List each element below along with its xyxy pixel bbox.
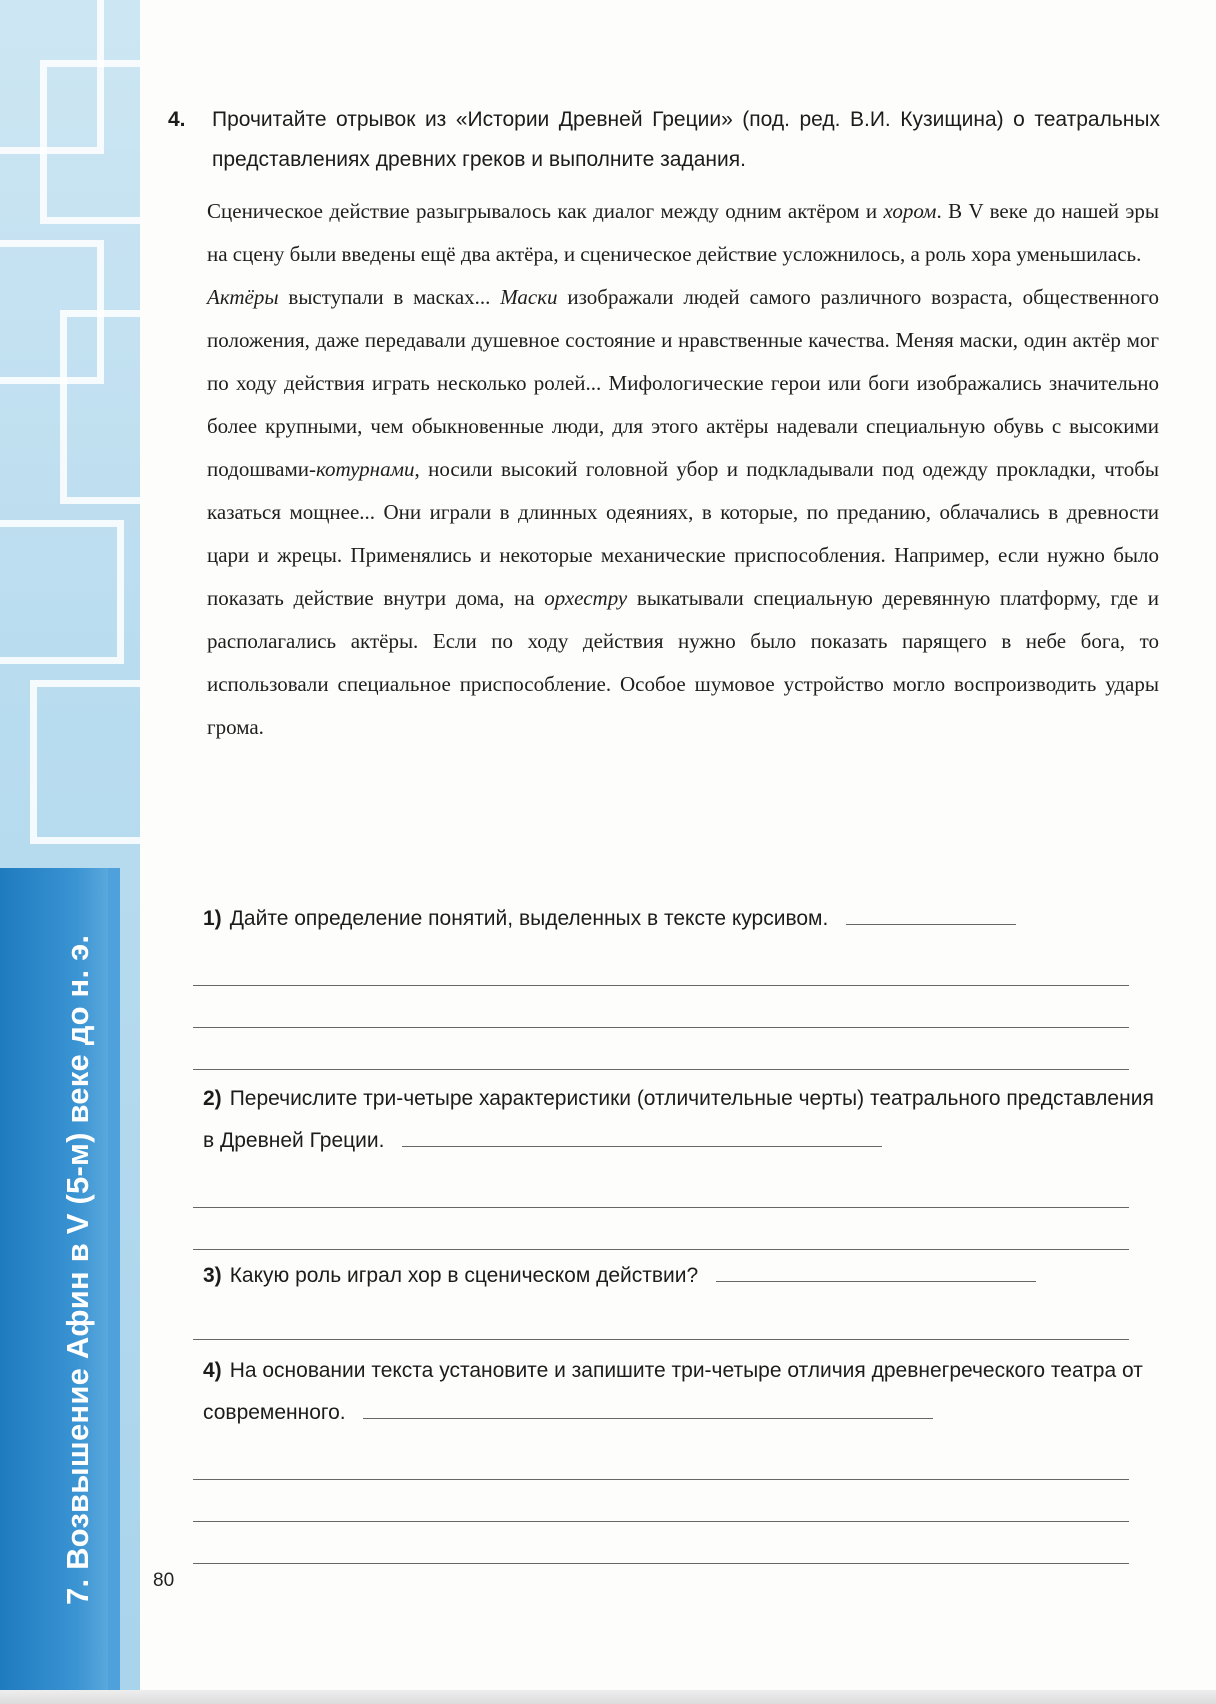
answer-line[interactable]	[193, 1028, 1129, 1070]
question-3	[203, 1255, 1161, 1297]
answer-line[interactable]	[402, 1124, 882, 1147]
excerpt-text: изображали людей самого различного возраста, общественного положения, даже передавали душевное состояние и нравственные качества. Меняя маски, один актёр мог по ходу действия играть несколько ролей... Мифологические герои или боги изображались значительно более крупными, чем обыкновенные люди, для этого актёры надевали специальную обувь с высокими подошвами-	[207, 285, 1159, 481]
italic-term: Актёры	[207, 285, 279, 309]
question-1	[203, 898, 1161, 940]
page-bottom-edge	[0, 1690, 1216, 1704]
excerpt-text: . В V веке до нашей эры на сцену были введены ещё два актёра, и сценическое действие усложнилось, а роль хора уменьшилась.	[207, 199, 1159, 266]
excerpt-text: выступали в масках...	[278, 285, 501, 309]
question-text: Дайте определение понятий, выделенных в тексте курсивом.	[229, 907, 829, 930]
page-content	[168, 100, 1160, 749]
excerpt-text: Сценическое действие разыгрывалось как диалог между одним актёром и	[207, 199, 884, 223]
page-number: 80	[153, 1570, 175, 1591]
question-text: Перечислите три-четыре характеристики (отличительные черты) театрального представления в Древней Греции.	[203, 1087, 1154, 1152]
question-number: 1)	[203, 907, 222, 930]
answer-line[interactable]	[193, 1166, 1129, 1208]
question-4	[203, 1350, 1161, 1434]
question-text: Какую роль играл хор в сценическом действии?	[229, 1264, 699, 1287]
task-heading	[168, 100, 1160, 180]
excerpt-paragraph-1	[207, 190, 1159, 276]
question-2	[203, 1078, 1161, 1162]
answer-line[interactable]	[193, 1298, 1129, 1340]
question-text: На основании текста установите и запишите три-четыре отличия древнегреческого театра от современного.	[203, 1359, 1143, 1424]
task-instruction: Прочитайте отрывок из «Истории Древней Греции» (под. ред. В.И. Кузищина) о театральных представлениях древних греков и выполните задания.	[212, 108, 1160, 171]
question-number: 3)	[203, 1264, 222, 1287]
question-number: 4)	[203, 1359, 222, 1382]
answer-line[interactable]	[193, 1522, 1129, 1564]
answer-line[interactable]	[716, 1259, 1036, 1282]
answer-line[interactable]	[193, 1438, 1129, 1480]
italic-term: Маски	[500, 285, 558, 309]
answer-line[interactable]	[193, 944, 1129, 986]
answer-line[interactable]	[193, 1480, 1129, 1522]
italic-term: котурнами	[315, 457, 415, 481]
chapter-title: 7. Возвышение Афин в V (5-м) веке до н. э.	[60, 934, 95, 1605]
task-number: 4.	[168, 108, 186, 131]
answer-line[interactable]	[846, 902, 1016, 925]
question-number: 2)	[203, 1087, 222, 1110]
answer-lines-3	[0, 1298, 1129, 1340]
answer-lines-1	[0, 944, 1129, 1070]
excerpt-text: , носили высокий головной убор и подкладывали под одежду прокладки, чтобы казаться мощнее... Они играли в длинных одеяниях, в которые, по преданию, облачались в древности цари и жрецы. Применялись и некоторые механические приспособления. Например, если нужно было показать действие внутри дома, на	[207, 457, 1159, 610]
answer-lines-2	[0, 1166, 1129, 1250]
answer-line[interactable]	[363, 1396, 933, 1419]
answer-lines-4	[0, 1438, 1129, 1564]
answer-line[interactable]	[193, 986, 1129, 1028]
answer-line[interactable]	[193, 1208, 1129, 1250]
italic-term: орхестру	[544, 586, 628, 610]
excerpt-paragraph-2	[207, 276, 1159, 749]
italic-term: хором	[883, 199, 937, 223]
excerpt-text: выкатывали специальную деревянную платформу, где и располагались актёры. Если по ходу действия нужно было показать парящего в небе бога, то использовали специальное приспособление. Особое шумовое устройство могло воспроизводить удары грома.	[207, 586, 1159, 739]
source-excerpt	[207, 190, 1159, 749]
